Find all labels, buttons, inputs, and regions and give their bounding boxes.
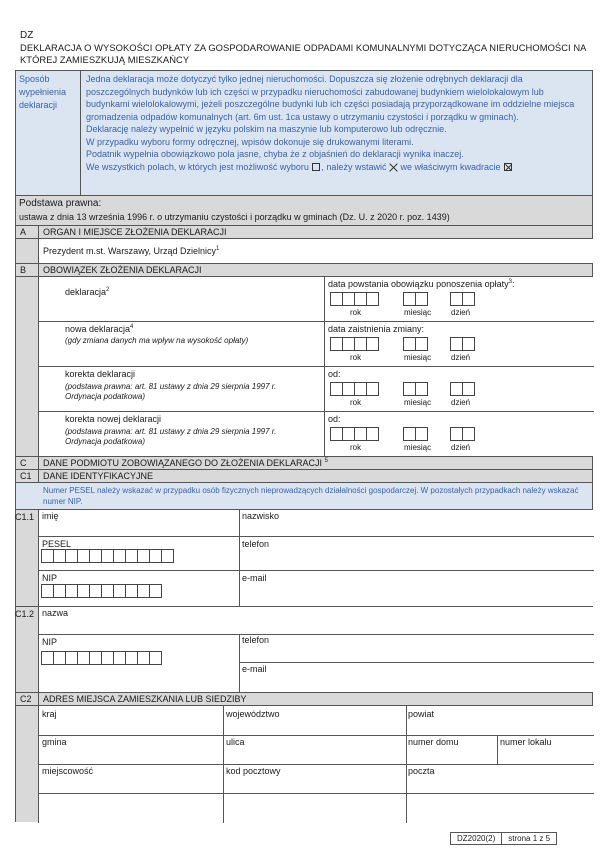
text: korekta nowej deklaracji: [65, 414, 162, 424]
obligation-type-label: [65, 414, 161, 424]
voivodeship-label: województwo: [226, 709, 280, 719]
digit-box[interactable]: [366, 337, 379, 351]
text: we właściwym kwadracie: [400, 161, 501, 172]
digit-box[interactable]: [149, 584, 162, 598]
month-caption: miesiąc: [404, 443, 432, 452]
month-input[interactable]: [403, 427, 427, 441]
label-line: deklaracji: [19, 100, 58, 110]
instructions-para: Jedna deklaracja może dotyczyć tylko jednej nieruchomości. Dopuszcza się złożenie odrębnych deklaracji dla poszczególnych budynków lub ich części w przypadku nieruchomości zabudowanej budynkiem wielolokalowym lub budynkami wielolokalowymi, jeżeli poszczególne budynki lub ich części posiadają przyporządkowane im oddzielne miejsca gromadzenia odpadów komunalnych (art. 6m ust. 1ca ustawy o utrzymaniu czystości i porządku w gminach).: [86, 74, 575, 122]
form-title: DEKLARACJA O WYSOKOŚCI OPŁATY ZA GOSPODAROWANIE ODPADAMI KOMUNALNYMI DOTYCZĄCA NIERUCHOMOŚCI NA KTÓREJ ZAMIESZKUJĄ MIESZKAŃCY: [20, 42, 586, 65]
nip-input[interactable]: [41, 651, 161, 665]
section-a-body: [16, 238, 592, 263]
instructions-para: [86, 161, 589, 174]
section-title: OBOWIĄZEK ZŁOŻENIA DEKLARACJI: [43, 265, 202, 275]
year-input[interactable]: [330, 382, 378, 396]
year-input[interactable]: [330, 337, 378, 351]
digit-box[interactable]: [415, 382, 428, 396]
instructions-para: Deklarację należy wypełnić w języku polskim na maszynie lub komputerowo lub odręcznie.: [86, 124, 447, 134]
section-letter: C1.1: [15, 512, 35, 522]
text: We wszystkich polach, w których jest możliwość wyboru: [86, 161, 309, 172]
text: , należy wstawić: [321, 161, 387, 172]
text: data zaistnienia zmiany:: [328, 324, 425, 334]
text: :: [511, 279, 515, 289]
empty-checkbox-icon: [312, 163, 320, 171]
instructions-label: [19, 73, 66, 112]
checked-checkbox-icon: [504, 163, 512, 171]
note-text: Numer PESEL należy wskazać w przypadku osób fizycznych nieprowadzących działalności gospodarczej. W pozostałych przypadkach należy wskazać numer NIP.: [43, 486, 579, 506]
nip-label: NIP: [42, 573, 58, 583]
first-name-label: imię: [42, 511, 59, 521]
form-code: DZ: [20, 30, 34, 41]
company-name-label: nazwa: [42, 608, 69, 618]
c2-header: [16, 692, 592, 705]
digit-box[interactable]: [415, 292, 428, 306]
date-label: [328, 324, 424, 334]
section-b-header: [16, 263, 592, 276]
section-title: ORGAN I MIEJSCE ZŁOŻENIA DEKLARACJI: [43, 227, 227, 237]
day-caption: dzień: [451, 308, 471, 317]
section-letter: C2: [20, 694, 32, 704]
obligation-type-label: [65, 287, 109, 297]
month-input[interactable]: [403, 337, 427, 351]
country-label: kraj: [42, 709, 57, 719]
c2-block: [16, 705, 592, 822]
day-caption: dzień: [451, 398, 471, 407]
label-line: Sposób: [19, 74, 50, 84]
text: data powstania obowiązku ponoszenia opłaty: [328, 279, 509, 289]
digit-box[interactable]: [415, 337, 428, 351]
last-name-label: nazwisko: [242, 511, 280, 521]
c12-block: [16, 606, 592, 692]
digit-box[interactable]: [462, 427, 475, 441]
email-label: e-mail: [242, 573, 267, 583]
municipality-label: gmina: [42, 737, 67, 747]
legal-basis: [16, 195, 592, 225]
c1-note: [16, 482, 592, 509]
month-caption: miesiąc: [404, 353, 432, 362]
section-title: DANE IDENTYFIKACYJNE: [43, 471, 154, 481]
digit-box[interactable]: [366, 427, 379, 441]
section-title: ADRES MIEJSCA ZAMIESZKANIA LUB SIEDZIBY: [43, 694, 247, 704]
organ-value: [43, 246, 219, 256]
obligation-type-label: [65, 324, 133, 334]
day-input[interactable]: [450, 337, 474, 351]
nip-label: NIP: [42, 637, 58, 647]
digit-box[interactable]: [366, 292, 379, 306]
instructions-text: [86, 73, 589, 173]
year-input[interactable]: [330, 292, 378, 306]
section-a-header: [16, 225, 592, 238]
section-title: [43, 458, 328, 468]
text: od:: [328, 414, 341, 424]
month-caption: miesiąc: [404, 398, 432, 407]
page-number: strona 1 z 5: [501, 833, 556, 844]
text: nowa deklaracja: [65, 324, 131, 334]
city-label: miejscowość: [42, 766, 94, 776]
section-c-header: [16, 456, 592, 469]
section-letter: C1: [20, 471, 32, 481]
text: DANE PODMIOTU ZOBOWIĄZANEGO DO ZŁOŻENIA DEKLARACJI: [43, 458, 323, 468]
section-letter: A: [20, 227, 27, 237]
post-office-label: poczta: [408, 766, 435, 776]
c1-header: [16, 469, 592, 482]
digit-box[interactable]: [462, 337, 475, 351]
section-letter: C: [20, 458, 27, 468]
digit-box[interactable]: [462, 382, 475, 396]
section-letter: B: [20, 265, 27, 275]
year-caption: rok: [350, 308, 362, 317]
instructions-para: Podatnik wypełnia obowiązkowo pola jasne, chyba że z objaśnień do deklaracji wynika inaczej.: [86, 149, 464, 159]
footnote: 2: [106, 287, 110, 293]
legal-basis-label: Podstawa prawna:: [19, 198, 102, 209]
footnote: 3: [508, 279, 512, 285]
county-label: powiat: [408, 709, 435, 719]
digit-box[interactable]: [415, 427, 428, 441]
apartment-number-label: numer lokalu: [500, 737, 552, 747]
month-input[interactable]: [403, 292, 427, 306]
year-input[interactable]: [330, 427, 378, 441]
day-input[interactable]: [450, 292, 474, 306]
legal-basis-text: ustawa z dnia 13 września 1996 r. o utrzymaniu czystości i porządku w gminach (Dz. U. z 2020 r. poz. 1439): [19, 212, 450, 222]
instructions-para: W przypadku wyboru formy odręcznej, wpisów dokonuje się drukowanymi literami.: [86, 136, 414, 147]
house-number-label: numer domu: [408, 737, 459, 747]
digit-box[interactable]: [462, 292, 475, 306]
text: deklaracja: [65, 287, 107, 297]
obligation-note: (podstawa prawna: art. 81 ustawy z dnia 29 sierpnia 1997 r. Ordynacja podatkowa): [65, 382, 277, 401]
year-caption: rok: [350, 353, 362, 362]
text: Prezydent m.st. Warszawy, Urząd Dzielnicy: [43, 246, 217, 256]
x-mark-icon: [389, 163, 398, 172]
year-caption: rok: [350, 443, 362, 452]
date-label: [328, 369, 341, 379]
month-caption: miesiąc: [404, 308, 432, 317]
phone-label: telefon: [242, 539, 270, 549]
street-label: ulica: [226, 737, 245, 747]
page-footer: [450, 832, 557, 845]
label-line: wypełnienia: [19, 87, 67, 97]
section-letter: C1.2: [15, 609, 35, 619]
nip-input[interactable]: [41, 584, 161, 598]
month-input[interactable]: [403, 382, 427, 396]
footer-form-code: DZ2020(2): [457, 834, 496, 843]
digit-box[interactable]: [161, 549, 174, 563]
digit-box[interactable]: [366, 382, 379, 396]
text: od:: [328, 369, 341, 379]
email-label: e-mail: [242, 664, 267, 674]
footnote: 1: [216, 246, 220, 252]
phone-label: telefon: [242, 635, 270, 645]
year-caption: rok: [350, 398, 362, 407]
day-caption: dzień: [451, 443, 471, 452]
obligation-note: (podstawa prawna: art. 81 ustawy z dnia 29 sierpnia 1997 r. Ordynacja podatkowa): [65, 427, 277, 446]
postal-code-label: kod pocztowy: [226, 766, 281, 776]
day-input[interactable]: [450, 382, 474, 396]
obligation-note: (gdy zmiana danych ma wpływ na wysokość opłaty): [65, 336, 249, 345]
pesel-label: PESEL: [42, 539, 72, 549]
digit-box[interactable]: [149, 651, 162, 665]
text: korekta deklaracji: [65, 369, 136, 379]
obligation-type-label: [65, 369, 135, 379]
day-input[interactable]: [450, 427, 474, 441]
day-caption: dzień: [451, 353, 471, 362]
footnote: 5: [324, 458, 328, 464]
footnote: 4: [130, 324, 134, 330]
instructions-block: [16, 71, 592, 195]
date-label: [328, 414, 341, 424]
date-label: [328, 279, 514, 289]
pesel-input[interactable]: [41, 549, 173, 563]
